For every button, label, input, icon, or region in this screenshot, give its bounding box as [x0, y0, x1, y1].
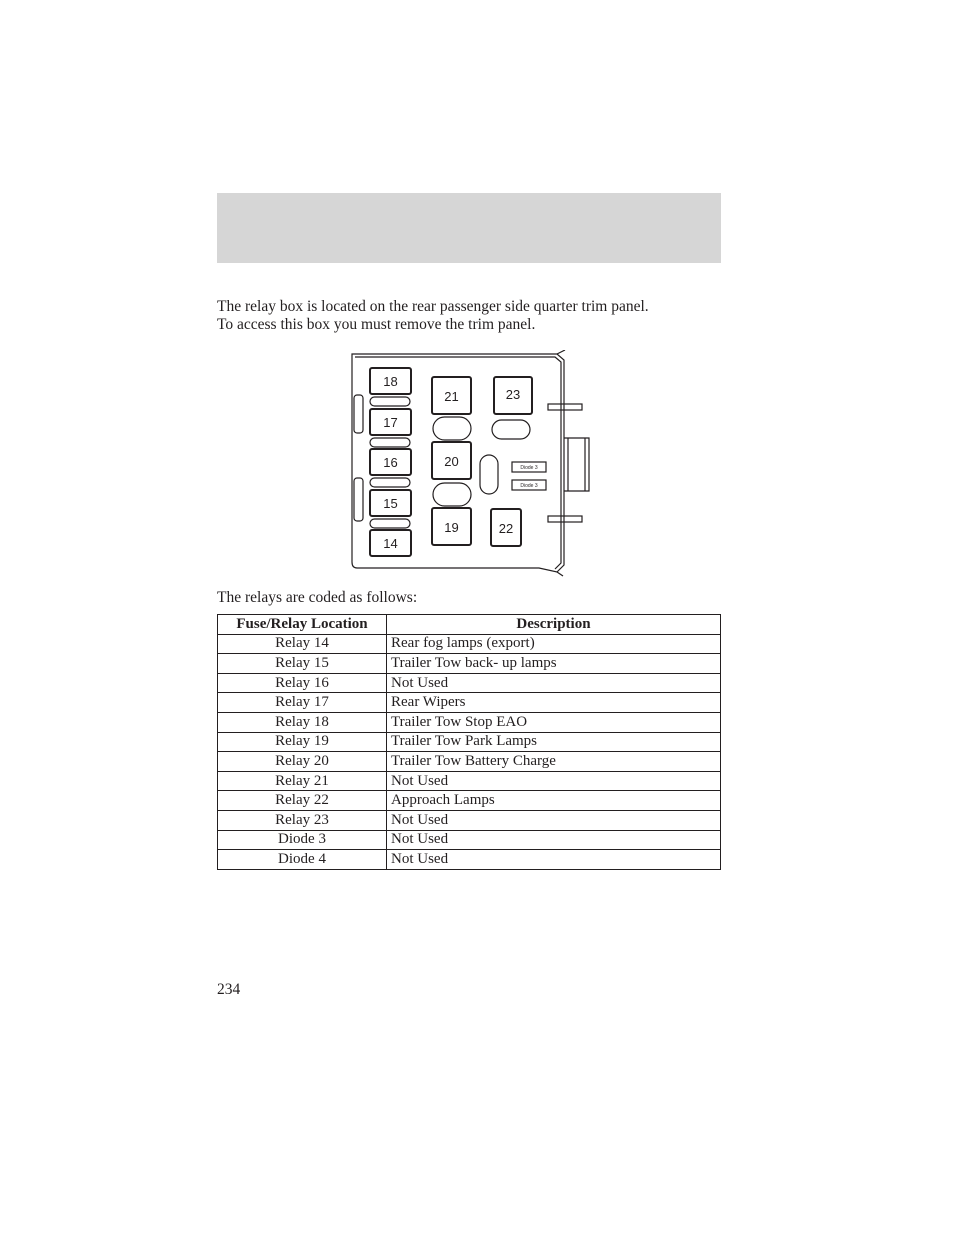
table-row: [218, 732, 721, 752]
relay-19: [432, 508, 471, 545]
cell-description: Not Used: [387, 673, 721, 693]
relay-17-label: 17: [383, 415, 398, 430]
relay-15: [370, 490, 411, 516]
table-row: [218, 752, 721, 772]
cell-description: Trailer Tow Battery Charge: [387, 752, 721, 772]
relay-21-label: 21: [444, 389, 459, 404]
relay-16: [370, 449, 411, 475]
table-row: [218, 712, 721, 732]
relay-23: [494, 377, 532, 414]
cell-description: Trailer Tow Stop EAO: [387, 712, 721, 732]
relay-22: [491, 509, 521, 546]
relay-21: [432, 377, 471, 414]
table-row: [218, 634, 721, 654]
cell-location: Relay 20: [218, 752, 387, 772]
cell-location: Relay 17: [218, 693, 387, 713]
cell-location: Relay 15: [218, 654, 387, 674]
cell-description: Not Used: [387, 850, 721, 870]
cell-location: Relay 21: [218, 771, 387, 791]
relay-15-label: 15: [383, 496, 398, 511]
relay-14-label: 14: [383, 536, 398, 551]
intro-line-1: The relay box is located on the rear passenger side quarter trim panel.: [217, 298, 649, 315]
header-description: Description: [387, 615, 721, 635]
cell-description: Trailer Tow Park Lamps: [387, 732, 721, 752]
relays-caption: The relays are coded as follows:: [217, 589, 418, 606]
page-number: 234: [217, 981, 241, 998]
table-row: [218, 791, 721, 811]
cell-location: Diode 4: [218, 850, 387, 870]
table-row: [218, 673, 721, 693]
relay-23-label: 23: [505, 387, 521, 402]
cell-description: Rear Wipers: [387, 693, 721, 713]
diode-upper-label: Diode 3: [520, 465, 538, 471]
table-row: [218, 654, 721, 674]
table-row: [218, 810, 721, 830]
cell-location: Relay 23: [218, 810, 387, 830]
cell-description: Rear fog lamps (export): [387, 634, 721, 654]
relay-box-svg: [349, 350, 594, 578]
relay-19-label: 19: [444, 520, 459, 535]
cell-location: Relay 22: [218, 791, 387, 811]
cell-location: Relay 16: [218, 673, 387, 693]
relay-20-label: 20: [444, 454, 459, 469]
relay-18-label: 18: [383, 374, 398, 389]
cell-location: Relay 18: [218, 712, 387, 732]
cell-location: Relay 14: [218, 634, 387, 654]
cell-location: Diode 3: [218, 830, 387, 850]
relay-14: [370, 530, 411, 556]
relay-17: [370, 409, 411, 435]
diode-slot-lower: [512, 480, 546, 490]
relay-box-diagram: [349, 350, 594, 578]
table-header-row: [218, 615, 721, 635]
cell-description: Approach Lamps: [387, 791, 721, 811]
relay-18: [370, 368, 411, 394]
relay-16-label: 16: [383, 455, 398, 470]
diode-slot-upper: [512, 462, 546, 472]
cell-description: Not Used: [387, 771, 721, 791]
cell-location: Relay 19: [218, 732, 387, 752]
table-row: [218, 830, 721, 850]
relay-22-label: 22: [498, 521, 514, 536]
relay-20: [432, 442, 471, 479]
diode-lower-label: Diode 3: [520, 483, 538, 489]
header-location: Fuse/Relay Location: [218, 615, 387, 635]
cell-description: Trailer Tow back- up lamps: [387, 654, 721, 674]
intro-paragraph: [217, 298, 727, 333]
relay-code-table: [217, 614, 721, 870]
intro-line-2: To access this box you must remove the trim panel.: [217, 315, 536, 333]
table-row: [218, 693, 721, 713]
section-header-band: [217, 193, 721, 263]
table-row: [218, 850, 721, 870]
table-row: [218, 771, 721, 791]
cell-description: Not Used: [387, 830, 721, 850]
cell-description: Not Used: [387, 810, 721, 830]
